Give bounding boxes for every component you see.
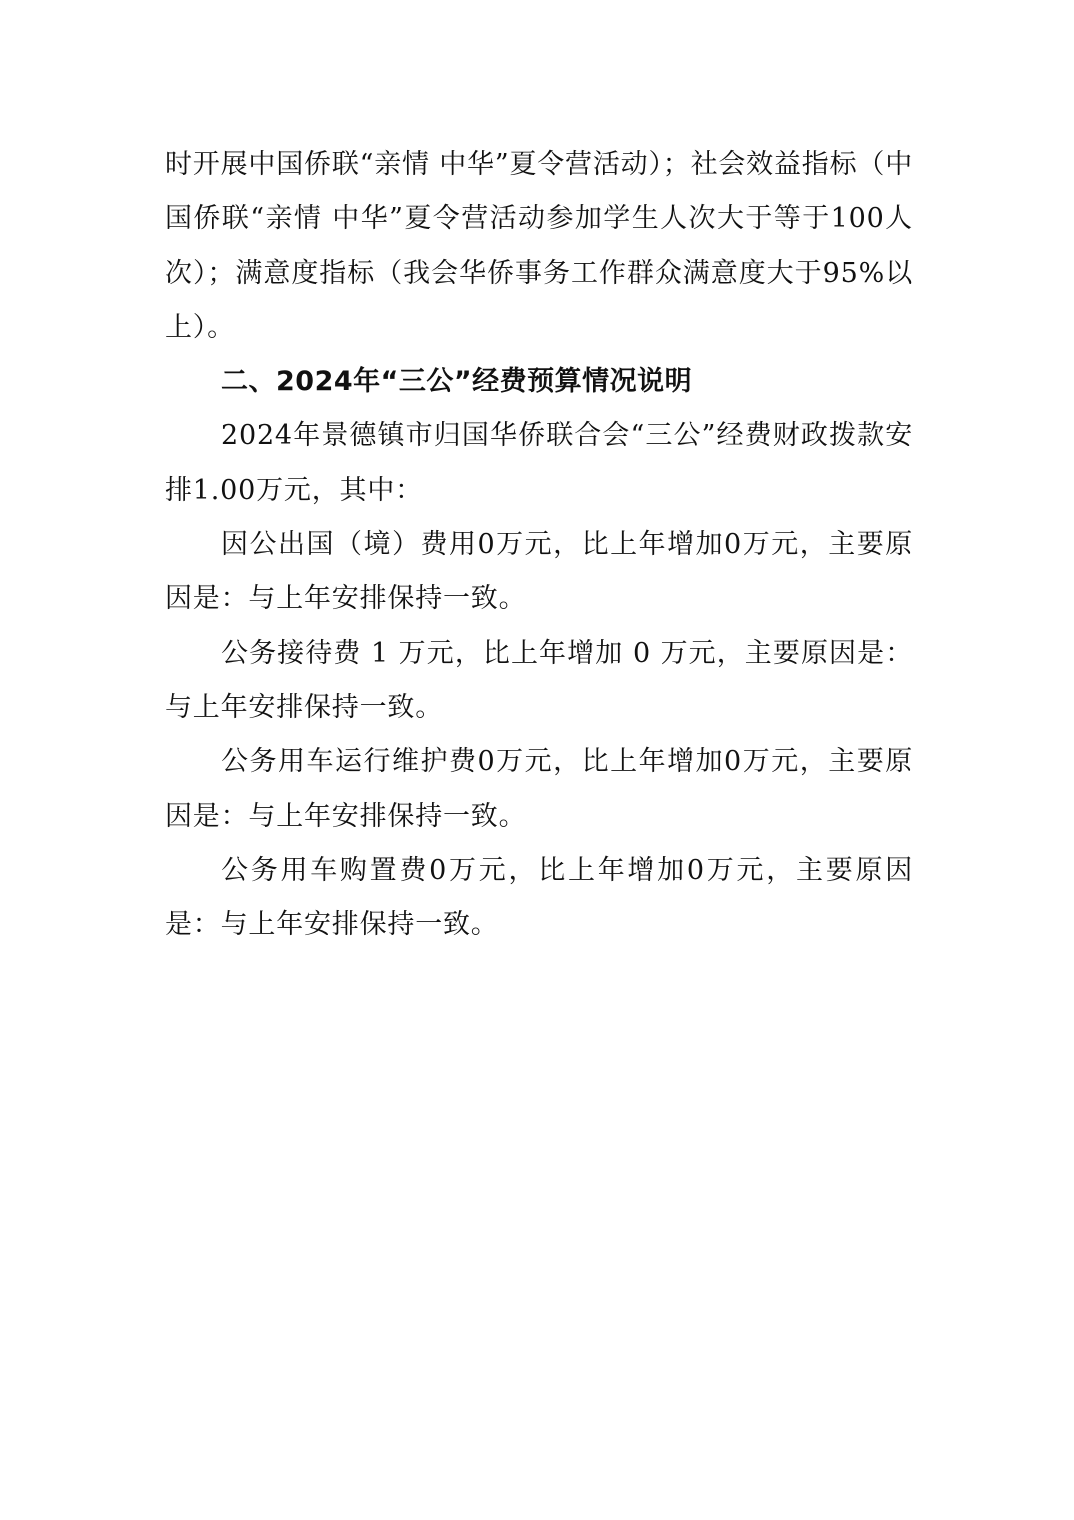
paragraph-overseas-travel: 因公出国（境）费用0万元，比上年增加0万元，主要原因是：与上年安排保持一致。: [165, 529, 913, 615]
paragraph-indicators-continued: 时开展中国侨联“亲情 中华”夏令营活动）；社会效益指标（中国侨联“亲情 中华”夏令营活动参加学生人次大于等于100人次）；满意度指标（我会华侨事务工作群众满意度大于95%以上）。: [165, 149, 913, 343]
paragraph-vehicle-purchase: 公务用车购置费0万元，比上年增加0万元，主要原因是：与上年安排保持一致。: [165, 854, 913, 941]
section-heading-three-public-expenses: 二、2024年“三公”经费预算情况说明: [221, 366, 693, 398]
paragraph-official-reception: 公务接待费 1 万元，比上年增加 0 万元，主要原因是：与上年安排保持一致。: [165, 637, 913, 723]
paragraph-vehicle-maintenance: 公务用车运行维护费0万元，比上年增加0万元，主要原因是：与上年安排保持一致。: [165, 746, 913, 832]
document-body: [165, 138, 913, 952]
paragraph-budget-summary: 2024年景德镇市归国华侨联合会“三公”经费财政拨款安排1.00万元，其中：: [165, 420, 913, 506]
